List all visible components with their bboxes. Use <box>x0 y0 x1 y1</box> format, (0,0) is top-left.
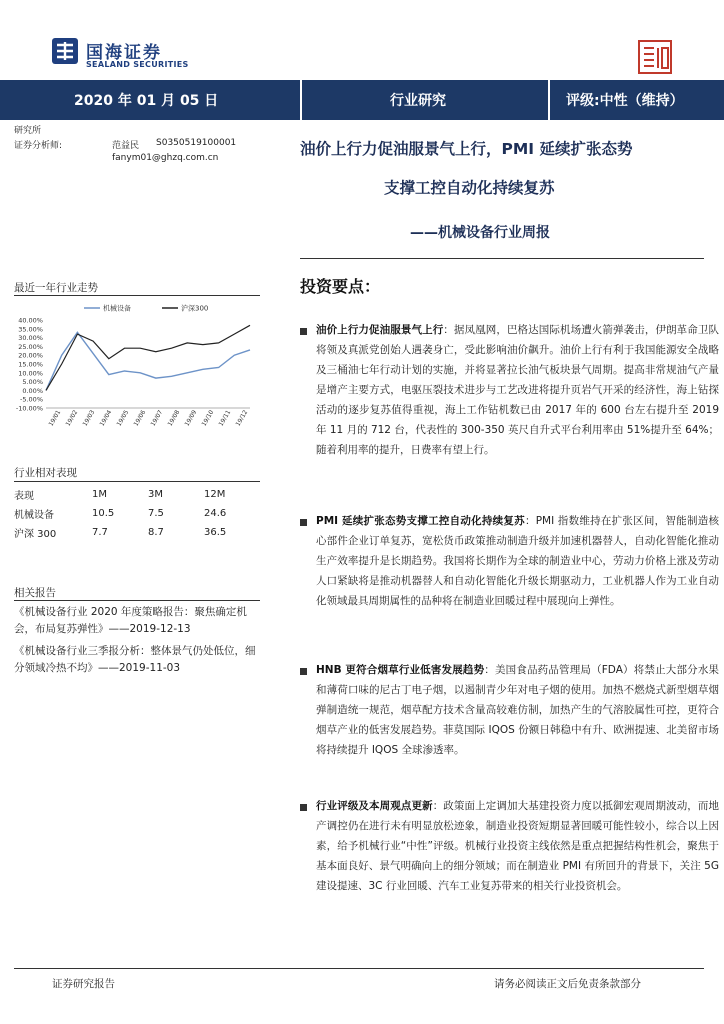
y-tick-label: 10.00% <box>18 369 43 378</box>
table-cell: 8.7 <box>148 527 164 538</box>
divider <box>14 481 260 482</box>
logo-icon <box>52 38 78 64</box>
y-tick-label: 30.00% <box>18 334 43 343</box>
invest-point <box>316 660 719 760</box>
invest-point-lead: PMI 延续扩张态势支撑工控自动化持续复苏 <box>316 515 525 527</box>
legend-label: 机械设备 <box>103 304 131 313</box>
y-tick-label: 20.00% <box>18 351 43 360</box>
x-tick-label: 19/10 <box>200 409 216 428</box>
table-cell: 36.5 <box>204 527 227 538</box>
trend-heading: 最近一年行业走势 <box>14 282 98 294</box>
table-cell: 7.5 <box>148 508 164 519</box>
report-title-line2: 支撑工控自动化持续复苏 <box>384 179 555 197</box>
related-heading: 相关报告 <box>14 587 56 599</box>
y-tick-label: 40.00% <box>18 316 43 325</box>
table-header-cell: 1M <box>92 489 107 500</box>
legend-label: 沪深300 <box>181 304 209 313</box>
y-tick-label: 0.00% <box>22 386 43 395</box>
series-line-hs300 <box>46 325 250 390</box>
table-cell: 7.7 <box>92 527 108 538</box>
header-divider <box>300 80 302 120</box>
x-tick-label: 19/11 <box>217 409 233 428</box>
footer-left: 证券研究报告 <box>52 978 115 990</box>
invest-point <box>316 320 719 460</box>
x-tick-label: 19/09 <box>183 409 199 428</box>
trend-chart <box>14 298 264 428</box>
y-tick-label: 25.00% <box>18 342 43 351</box>
report-subtitle: ——机械设备行业周报 <box>410 225 550 241</box>
invest-point-body: ：美国食品药品管理局（FDA）将禁止大部分水果和薄荷口味的尼古丁电子烟，以遏制青少年对电子烟的使用。加热不燃烧式新型烟草烟弹制造统一规范，烟草配方技术含量高较难仿制，加热产生的气溶胶属性可控，更符合烟草产业的低害发展趋势。菲莫国际 IQOS 份额日韩稳中有升、欧洲提速、北美留市场将持续提升 IQOS 全球渗透率。 <box>316 664 719 756</box>
report-type: 行业研究 <box>390 93 446 109</box>
related-report-item[interactable]: 《机械设备行业 2020 年度策略报告：聚焦确定机会，布局复苏弹性》——2019-12-13 <box>14 606 247 635</box>
divider <box>14 600 260 601</box>
institute-label: 研究所 <box>14 126 42 136</box>
logo-text-cn: 国海证券 <box>86 43 162 63</box>
bullet-icon <box>300 668 307 675</box>
related-report-item[interactable]: 《机械设备行业三季报分析：整体景气仍处低位，细分领域冷热不均》——2019-11-03 <box>14 645 256 674</box>
table-row <box>14 504 260 523</box>
invest-point-body: ：政策面上定调加大基建投资力度以抵御宏观周期波动，而地产调控仍在进行未有明显放松迹象，制造业投资短期显著回暖可能性较小，综合以上因素，给予机械行业“中性”评级。机械行业投资主线依然是重点把握结构性机会，聚焦于基本面良好、景气明确向上的细分领域；而在制造业 PMI 有所回升的背景下，关注 5G 建设提速、3C 行业回暖、汽车工业复苏带来的相关行业投资机会。 <box>316 800 720 892</box>
invest-point-body: ：PMI 指数维持在扩张区间，智能制造核心部件企业订单复苏，宽松货币政策推动制造升级并加速机器替人，自动化智能化推动生产效率提升是长期趋势。我国将长期作为全球的制造业中心，劳动力价格上涨及劳动人口紧缺将是推动机器替人和自动化智能化升级长期驱动力，工业机器人作为工业自动化领域最具周期属性的品种将在制造业回暖过程中展现向上弹性。 <box>316 515 719 607</box>
x-tick-label: 19/08 <box>166 409 182 428</box>
report-date: 2020 年 01 月 05 日 <box>74 93 219 109</box>
y-tick-label: -5.00% <box>20 395 43 404</box>
table-cell: 机械设备 <box>14 510 54 521</box>
footer-divider <box>14 968 704 969</box>
divider <box>14 295 260 296</box>
invest-point <box>316 511 719 611</box>
table-header-cell: 表现 <box>14 491 34 502</box>
table-cell: 24.6 <box>204 508 227 519</box>
invest-point-body: ：据凤凰网，巴格达国际机场遭火箭弹袭击，伊朗革命卫队将领及真派党创始人遇袭身亡，受此影响油价飙升。油价上行有利于我国能源安全战略及三桶油七年行动计划的实施，并将显著拉长油气板块景气周期。提高非常规油气产量是增产主要方式，电驱压裂技术进步与工艺改进将提升页岩气开采的经济性，海上钻探活动的逐步复苏值得重视，海上工作钻机数已由 2017 年的 600 台左右提升至 2019 年 11 月的 712 台，代表性的 300-350 英尺自升式平台利用率由 51%提升至 64%；随着利用率的提升，日费率有望上行。 <box>316 324 719 456</box>
x-tick-label: 19/12 <box>234 409 250 428</box>
analyst-role-label: 证券分析师: <box>14 141 63 151</box>
logo-text-en: SEALAND SECURITIES <box>86 60 189 69</box>
table-cell: 10.5 <box>92 508 115 519</box>
table-header-row <box>14 485 260 504</box>
x-tick-label: 19/06 <box>132 409 148 428</box>
invest-point-lead: 油价上行力促油服景气上行 <box>316 324 444 336</box>
footer-right: 请务必阅读正文后免责条款部分 <box>494 978 641 990</box>
analyst-email[interactable]: fanym01@ghzq.com.cn <box>112 153 219 163</box>
invest-point-lead: HNB 更符合烟草行业低害发展趋势 <box>316 664 485 676</box>
table-header-cell: 3M <box>148 489 163 500</box>
seal-icon <box>638 40 672 74</box>
y-tick-label: 5.00% <box>22 378 43 387</box>
bullet-icon <box>300 328 307 335</box>
invest-point-lead: 行业评级及本周观点更新 <box>316 800 433 812</box>
title-divider <box>300 258 704 259</box>
perf-heading: 行业相对表现 <box>14 467 77 479</box>
perf-table <box>14 485 260 542</box>
x-tick-label: 19/02 <box>64 409 80 428</box>
table-row <box>14 523 260 542</box>
y-tick-label: -10.00% <box>15 404 43 413</box>
y-tick-label: 15.00% <box>18 360 43 369</box>
bullet-icon <box>300 804 307 811</box>
invest-point <box>316 796 719 896</box>
x-tick-label: 19/01 <box>47 409 63 428</box>
bullet-icon <box>300 519 307 526</box>
table-cell: 沪深 300 <box>14 529 57 540</box>
y-tick-label: 35.00% <box>18 325 43 334</box>
header-divider <box>548 80 550 120</box>
x-tick-label: 19/07 <box>149 409 165 428</box>
x-tick-label: 19/05 <box>115 409 131 428</box>
analyst-cert: S0350519100001 <box>156 138 237 148</box>
x-tick-label: 19/04 <box>98 409 114 428</box>
rating-label: 评级:中性（维持） <box>566 93 684 109</box>
x-tick-label: 19/03 <box>81 409 97 428</box>
table-header-cell: 12M <box>204 489 226 500</box>
analyst-name: 范益民 <box>112 141 140 151</box>
invest-heading: 投资要点： <box>300 277 381 296</box>
report-title-line1: 油价上行力促油服景气上行，PMI 延续扩张态势 <box>300 140 633 158</box>
series-line-industry <box>46 332 250 390</box>
